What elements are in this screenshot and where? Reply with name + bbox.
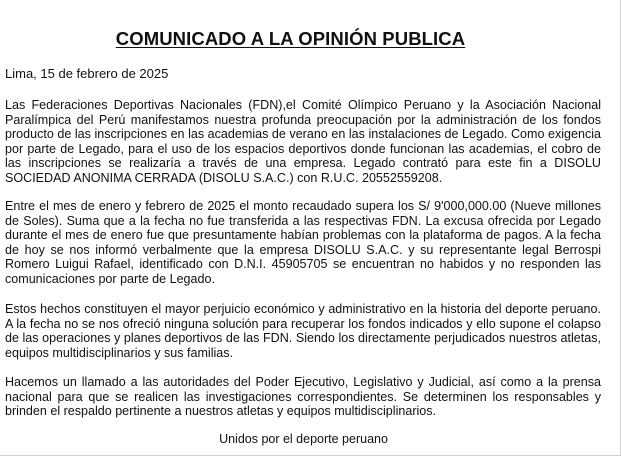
document-date: Lima, 15 de febrero de 2025	[5, 66, 169, 81]
paragraph-call-to-action: Hacemos un llamado a las autoridades del Poder Ejecutivo, Legislativo y Judicial, así como a la prensa nacional para que se realicen las investigaciones correspondientes. Se determinen los responsables y brinden el respaldo pertinente a nuestros atletas y equipos multidisciplinarios.	[5, 375, 601, 419]
document-title: COMUNICADO A LA OPINIÓN PUBLICA	[115, 28, 466, 49]
closing-line: Unidos por el deporte peruano	[219, 432, 388, 446]
paragraph-impact: Estos hechos constituyen el mayor perjuicio económico y administrativo en la historia del deporte peruano. A la fecha no se nos ofreció ninguna solución para recuperar los fondos indicados y ello supone el colapso de las operaciones y planes deportivos de las FDN. Siendo los directamente perjudicados nuestros atletas, equipos multidisciplinarios y sus familias.	[5, 302, 601, 360]
paragraph-intro: Las Federaciones Deportivas Nacionales (FDN),el Comité Olímpico Peruano y la Asociación Nacional Paralímpica del Perú manifestamos nuestra profunda preocupación por la administración de los fondos producto de las inscripciones en las academias de verano en las instalaciones de Legado. Como exigencia por parte de Legado, para el uso de los espacios deportivos donde funcionan las academias, el cobro de las inscripciones se realizaría a través de una empresa. Legado contrató para este fin a DISOLU SOCIEDAD ANONIMA CERRADA (DISOLU S.A.C.) con R.U.C. 20552559208.	[5, 98, 601, 185]
paragraph-funds: Entre el mes de enero y febrero de 2025 el monto recaudado supera los S/ 9'000,000.00 (Nueve millones de Soles). Suma que a la fecha no fue transferida a las respectivas FDN. La excusa ofrecida por Legado durante el mes de enero fue que presuntamente habían problemas con la plataforma de pagos. A la fecha de hoy se nos informó verbalmente que la empresa DISOLU S.A.C. y su representante legal Berrospi Romero Luigui Rafael, identificado con D.N.I. 45905705 se encuentran no habidos y no responden las comunicaciones por parte de Legado.	[5, 199, 601, 286]
